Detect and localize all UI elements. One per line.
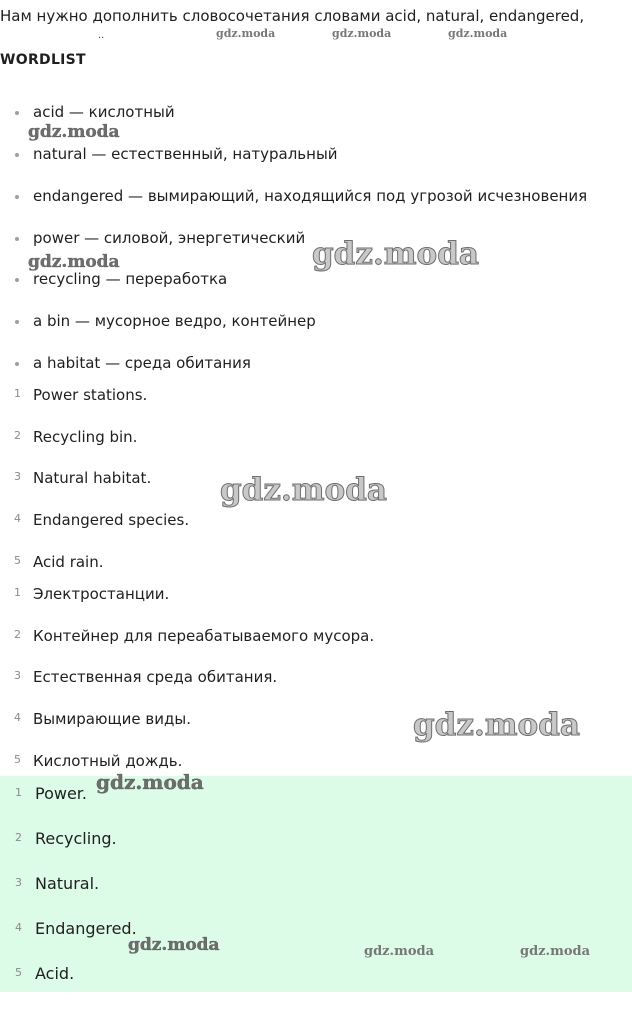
item-number: 5 <box>14 753 21 766</box>
intro-dots: .. <box>98 30 105 41</box>
item-number: 4 <box>14 512 21 525</box>
answer-text: Recycling. <box>35 829 117 848</box>
item-number: 1 <box>14 586 21 599</box>
phrase-ru-text: Кислотный дождь. <box>33 752 183 770</box>
watermark: gdz.moda <box>448 27 508 40</box>
item-number: 1 <box>15 786 22 799</box>
answer-text: Endangered. <box>35 919 137 938</box>
phrase-ru-text: Электростанции. <box>33 585 170 603</box>
wordlist-item-text: a habitat — среда обитания <box>33 354 251 372</box>
item-number: 2 <box>14 429 21 442</box>
item-number: 5 <box>14 554 21 567</box>
answers-block <box>0 776 632 992</box>
bullet-icon <box>15 153 19 157</box>
bullet-icon <box>15 278 19 282</box>
answer-text: Power. <box>35 784 87 803</box>
watermark: gdz.moda <box>332 27 392 40</box>
phrase-ru-text: Естественная среда обитания. <box>33 668 278 686</box>
phrase-ru-text: Вымирающие виды. <box>33 710 191 728</box>
phrase-en-text: Recycling bin. <box>33 428 138 446</box>
wordlist-item-text: natural — естественный, натуральный <box>33 145 338 163</box>
wordlist-item-text: endangered — вымирающий, находящийся под угрозой исчезновения <box>33 187 588 205</box>
watermark: gdz.moda <box>96 770 204 794</box>
bullet-icon <box>15 237 19 241</box>
wordlist-item-text: recycling — переработка <box>33 270 228 288</box>
item-number: 4 <box>14 711 21 724</box>
phrase-ru-text: Контейнер для переабатываемого мусора. <box>33 627 375 645</box>
item-number: 5 <box>15 966 22 979</box>
item-number: 3 <box>15 876 22 889</box>
wordlist-item-text: a bin — мусорное ведро, контейнер <box>33 312 316 330</box>
phrase-en-text: Natural habitat. <box>33 469 152 487</box>
item-number: 4 <box>15 921 22 934</box>
watermark: gdz.moda <box>28 252 120 272</box>
bullet-icon <box>15 320 19 324</box>
answer-text: Natural. <box>35 874 100 893</box>
watermark: gdz.moda <box>128 935 220 955</box>
wordlist-item-text: power — силовой, энергетический <box>33 229 306 247</box>
bullet-icon <box>15 111 19 115</box>
watermark: gdz.moda <box>364 944 435 959</box>
item-number: 2 <box>15 831 22 844</box>
phrase-en-text: Power stations. <box>33 386 148 404</box>
watermark: gdz.moda <box>28 122 120 142</box>
watermark: gdz.moda <box>216 27 276 40</box>
phrase-en-text: Endangered species. <box>33 511 190 529</box>
item-number: 3 <box>14 470 21 483</box>
phrase-en-text: Acid rain. <box>33 553 104 571</box>
watermark: gdz.moda <box>413 707 580 743</box>
wordlist-item-text: acid — кислотный <box>33 103 175 121</box>
item-number: 1 <box>14 387 21 400</box>
watermark: gdz.moda <box>220 472 387 508</box>
watermark: gdz.moda <box>520 944 591 959</box>
intro-text: Нам нужно дополнить словосочетания словами acid, natural, endangered, <box>0 7 585 25</box>
item-number: 3 <box>14 669 21 682</box>
bullet-icon <box>15 362 19 366</box>
wordlist-heading: WORDLIST <box>0 52 86 68</box>
item-number: 2 <box>14 628 21 641</box>
bullet-icon <box>15 195 19 199</box>
answer-text: Acid. <box>35 964 75 983</box>
watermark: gdz.moda <box>312 236 479 272</box>
